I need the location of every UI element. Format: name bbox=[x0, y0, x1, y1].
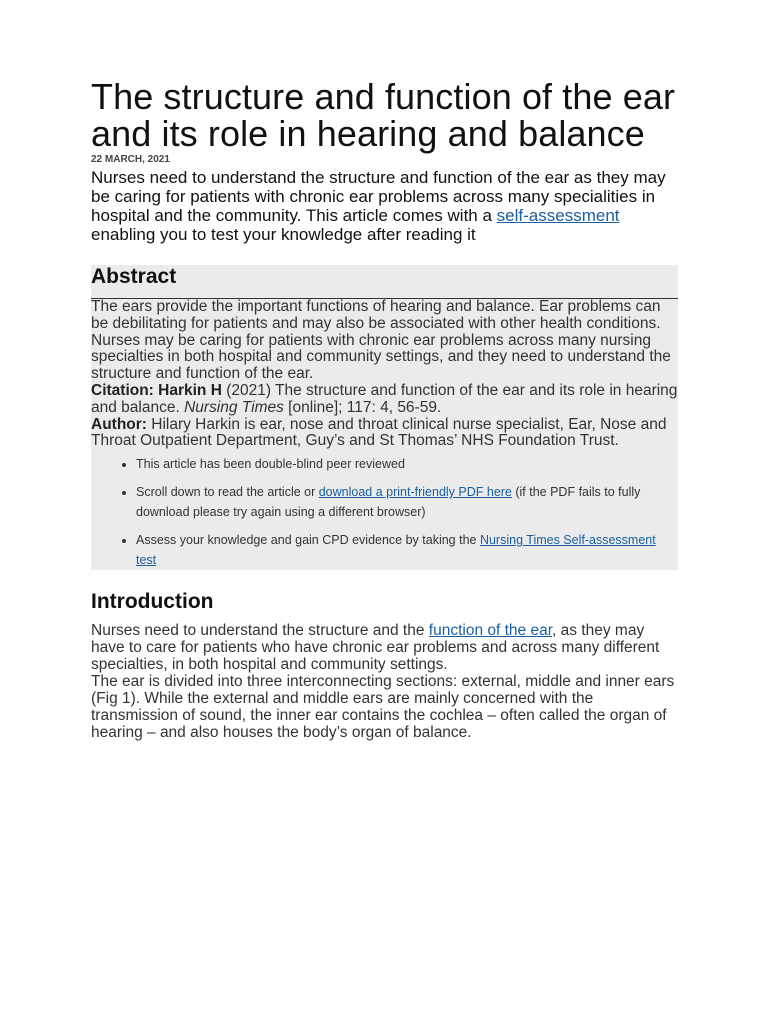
author-label: Author: bbox=[91, 415, 147, 433]
bullet-text: Assess your knowledge and gain CPD evidence by taking the bbox=[136, 533, 480, 548]
abstract-summary: The ears provide the important functions of hearing and balance. Ear problems can be debilitating for patients and may also be associated with other health conditions. Nurses may be caring for patients with chronic ear problems across many nursing specialties in both hospital and community settings, and they need to understand the structure and function of the ear. bbox=[91, 298, 671, 383]
article bbox=[91, 78, 678, 741]
page-title: The structure and function of the ear and its role in hearing and balance bbox=[91, 76, 676, 154]
author bbox=[91, 417, 678, 451]
intro-text-end: , as they may have to care for patients who have chronic ear problems and across many different specialties, in both hospital and community settings. bbox=[91, 622, 660, 674]
pdf-download-link[interactable]: download a print-friendly PDF here bbox=[318, 485, 512, 500]
author-text: Hilary Harkin is ear, nose and throat clinical nurse specialist, Ear, Nose and Throat Outpatient Department, Guy’s and St Thomas’ NHS Foundation Trust. bbox=[91, 415, 667, 450]
citation-label: Citation: Harkin H bbox=[91, 381, 222, 399]
intro-paragraph-2: The ear is divided into three interconnecting sections: external, middle and inner ears (Fig 1). While the external and middle ears are mainly concerned with the transmission of sound, the inner ear contains the cochlea – often called the organ of hearing – and also houses the body’s organ of balance. bbox=[91, 673, 675, 742]
abstract-panel bbox=[91, 265, 678, 570]
citation-journal: Nursing Times bbox=[184, 398, 284, 416]
citation-tail: [online]; 117: 4, 56-59. bbox=[283, 398, 442, 416]
standfirst-text-end: enabling you to test your knowledge after reading it bbox=[91, 225, 476, 244]
intro-paragraph bbox=[91, 622, 678, 673]
self-assessment-test-link[interactable]: Nursing Times Self-assessment test bbox=[136, 533, 656, 568]
citation-text: (2021) The structure and function of the ear and its role in hearing and balance. bbox=[91, 381, 678, 416]
bullet-text: Scroll down to read the article or bbox=[136, 485, 319, 500]
standfirst bbox=[91, 168, 678, 244]
function-of-ear-link[interactable]: function of the ear bbox=[428, 622, 553, 640]
abstract-body bbox=[91, 299, 678, 450]
abstract-heading: Abstract bbox=[91, 265, 678, 299]
abstract-bullet-list bbox=[91, 454, 678, 570]
standfirst-text: Nurses need to understand the structure and function of the ear as they may be caring for patients with chronic ear problems across many specialities in hospital and the community. This article comes with a bbox=[91, 168, 666, 225]
introduction-body bbox=[91, 622, 678, 741]
introduction-heading: Introduction bbox=[91, 590, 214, 614]
list-item bbox=[136, 482, 678, 522]
list-item: • This article has been double-blind peer reviewed bbox=[136, 454, 678, 474]
self-assessment-link[interactable]: self-assessment bbox=[496, 206, 620, 225]
list-item bbox=[136, 530, 678, 570]
bullet-text-end: (if the PDF fails to fully download please try again using a different browser) bbox=[136, 485, 641, 520]
intro-text: Nurses need to understand the structure and the bbox=[91, 622, 429, 640]
publish-date: 22 MARCH, 2021 bbox=[91, 154, 170, 165]
citation bbox=[91, 383, 678, 417]
